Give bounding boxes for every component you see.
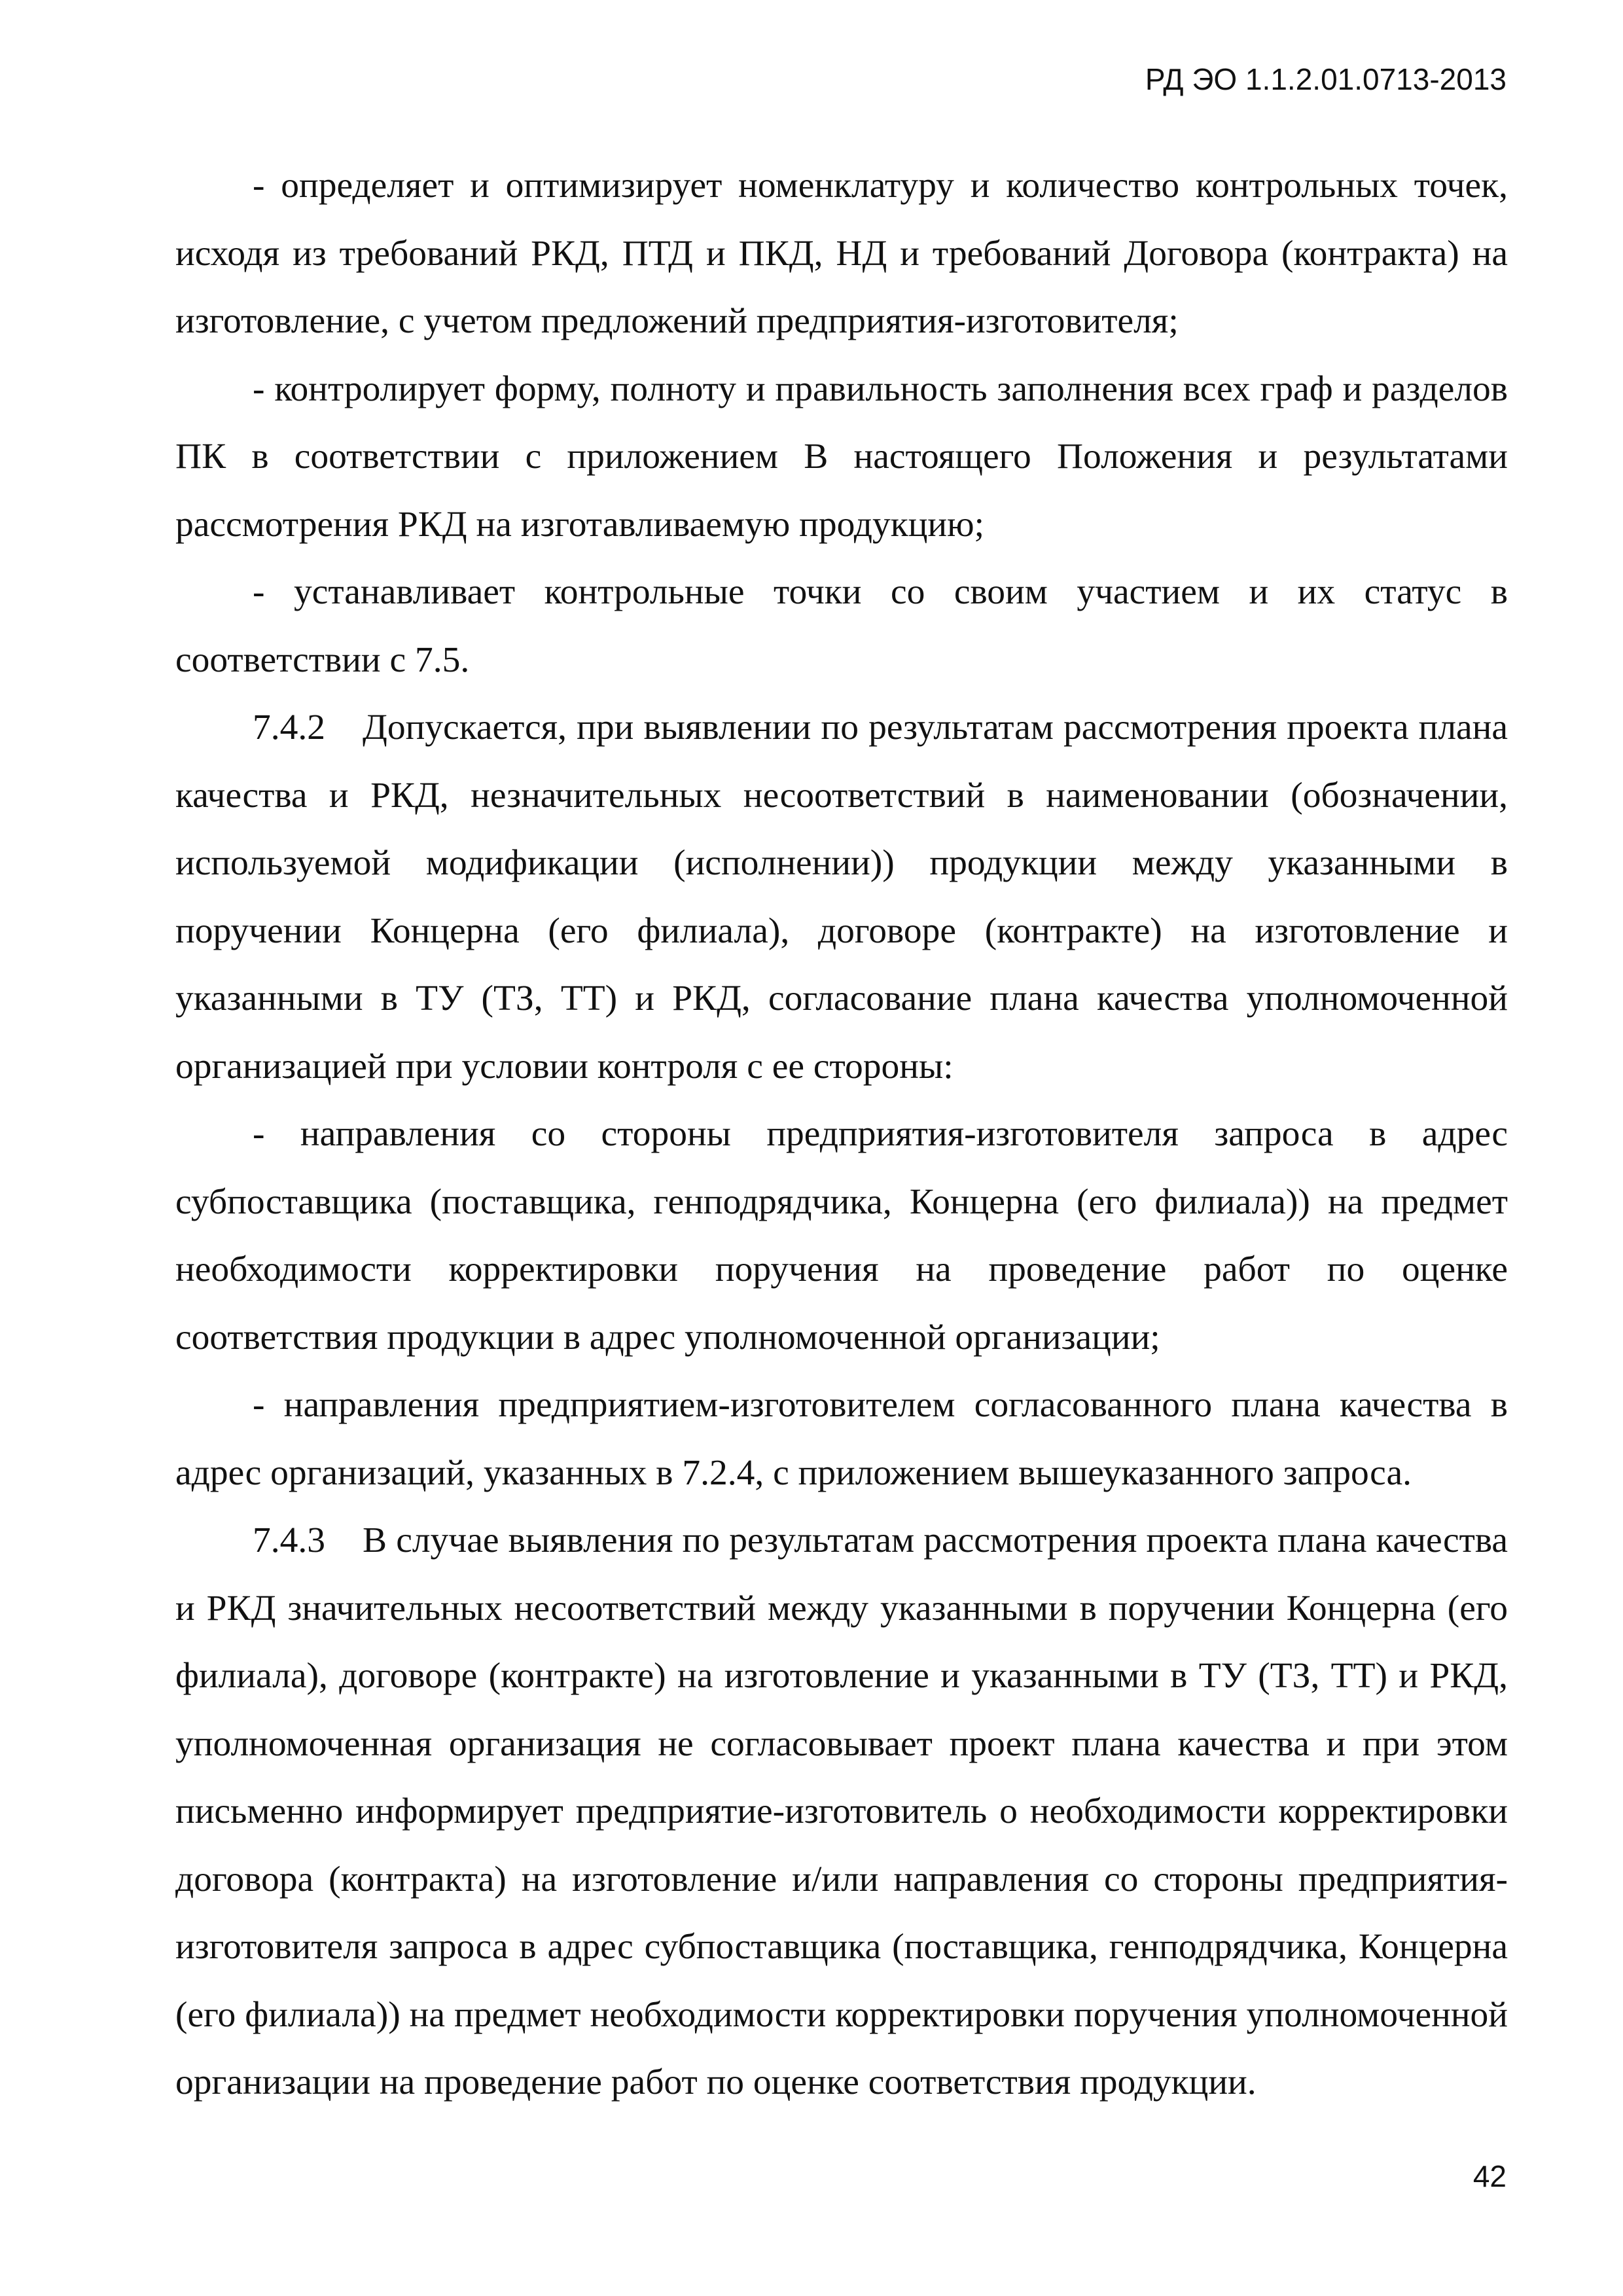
document-code-header: РД ЭО 1.1.2.01.0713-2013 [1145,62,1507,96]
paragraph-text: Допускается, при выявлении по результатам рассмотрения проекта плана качества и РКД, незначительных несоответствий в наименовании (обозначении, используемой модификации (исполнении)) продукции между указанными в поручении Концерна (его филиала), договоре (контракте) на изготовление и указанными в ТУ (ТЗ, ТТ) и РКД, согласование плана качества уполномоченной организацией при условии контроля с ее стороны: [175,708,1508,1086]
paragraph-text: - направления предприятием-изготовителем согласованного плана качества в адрес организаций, указанных в 7.2.4, с приложением вышеуказанного запроса. [175,1385,1508,1493]
paragraph-text: - направления со стороны предприятия-изготовителя запроса в адрес субпоставщика (поставщика, генподрядчика, Концерна (его филиала)) на предмет необходимости корректировки поручения на проведение работ по оценке соответствия продукции в адрес уполномоченной организации; [175,1114,1508,1357]
clause-number: 7.4.3 [253,1520,325,1560]
paragraph-bullet-plan-direction [175,1371,1508,1507]
paragraph-bullet-nomenclature [175,152,1508,355]
clause-number: 7.4.2 [253,708,325,747]
paragraph-bullet-control-points [175,558,1508,694]
paragraph-text: - устанавливает контрольные точки со своим участием и их статус в соответствии с 7.5. [175,572,1508,680]
document-body [175,152,1508,2117]
paragraph-text: - определяет и оптимизирует номенклатуру и количество контрольных точек, исходя из требований РКД, ПТД и ПКД, НД и требований Договора (контракта) на изготовление, с учетом предложений предприятия-изготовителя; [175,166,1508,341]
paragraph-7-4-2 [175,694,1508,1100]
paragraph-bullet-form-control [175,355,1508,559]
paragraph-bullet-request-direction [175,1100,1508,1371]
paragraph-7-4-3 [175,1507,1508,2117]
paragraph-text: В случае выявления по результатам рассмотрения проекта плана качества и РКД значительных несоответствий между указанными в поручении Концерна (его филиала), договоре (контракте) на изготовление и указанными в ТУ (ТЗ, ТТ) и РКД, уполномоченная организация не согласовывает проект плана качества и при этом письменно информирует предприятие-изготовитель о необходимости корректировки договора (контракта) на изготовление и/или направления со стороны предприятия-изготовителя запроса в адрес субпоставщика (поставщика, генподрядчика, Концерна (его филиала)) на предмет необходимости корректировки поручения уполномоченной организации на проведение работ по оценке соответствия продукции. [175,1520,1508,2102]
page-number: 42 [1472,2159,1507,2193]
paragraph-text: - контролирует форму, полноту и правильность заполнения всех граф и разделов ПК в соответствии с приложением В настоящего Положения и результатами рассмотрения РКД на изготавливаемую продукцию; [175,368,1508,545]
